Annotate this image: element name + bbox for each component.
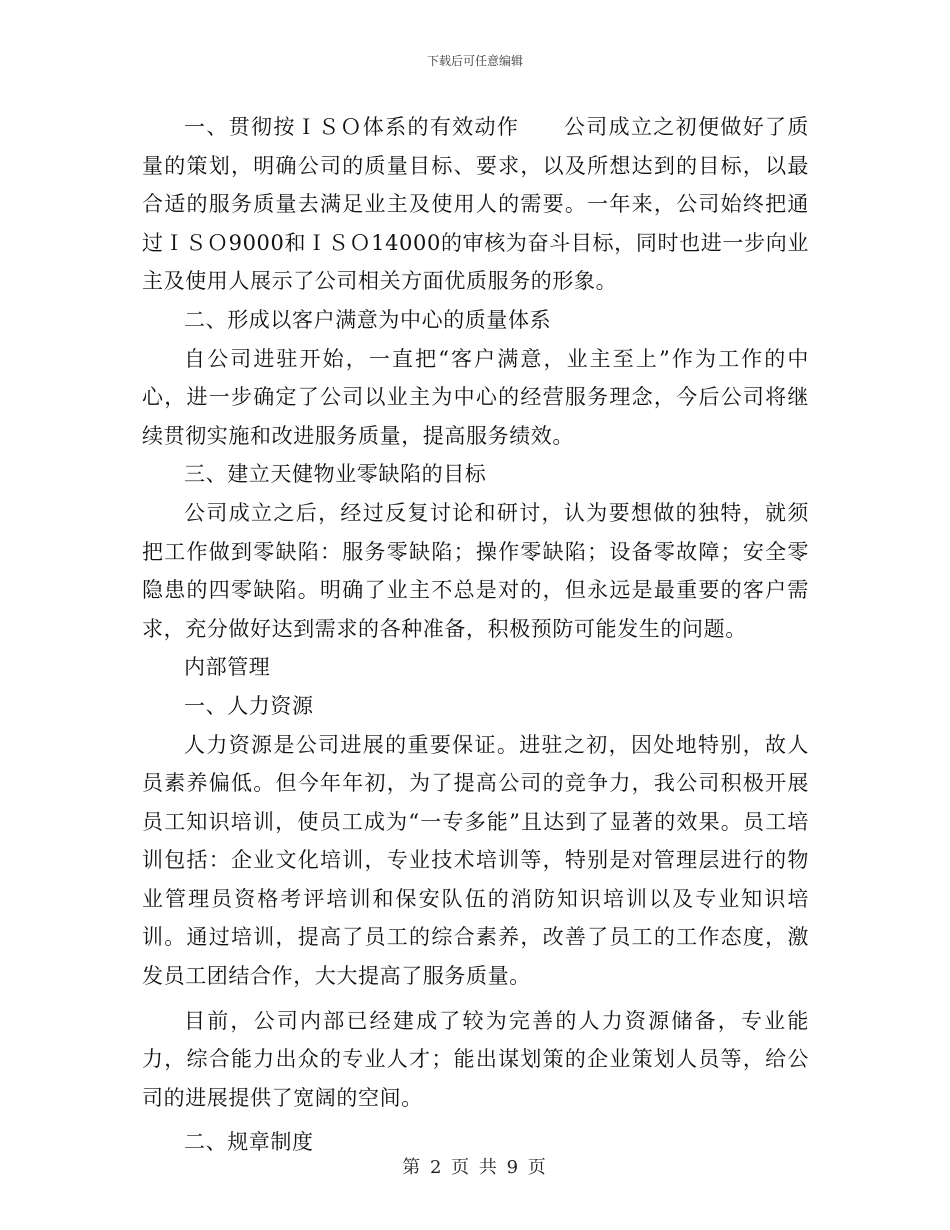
page-number: 第 2 页 共 9 页 (402, 1157, 548, 1178)
paragraph-zero-defect: 公司成立之后，经过反复讨论和研讨，认为要想做的独特，就须把工作做到零缺陷：服务零缺陷；操作零缺陷；设备零故障；安全零隐患的四零缺陷。明确了业主不总是对的，但永远是最重要的客户需求，充分做好达到需求的各种准备，积极预防可能发生的问题。 (142, 500, 809, 641)
paragraph-human-resources: 人力资源是公司进展的重要保证。进驻之初，因处地特别，故人员素养偏低。但今年年初，为了提高公司的竞争力，我公司积极开展员工知识培训，使员工成为“一专多能”且达到了显著的效果。员工培训包括：企业文化培训，专业技术培训等，特别是对管理层进行的物业管理员资格考评培训和保安队伍的消防知识培训以及专业知识培训。通过培训，提高了员工的综合素养，改善了员工的工作态度，激发员工团结合作，大大提高了服务质量。 (142, 732, 809, 989)
paragraph-current-status: 目前，公司内部已经建成了较为完善的人力资源储备，专业能力，综合能力出众的专业人才；能出谋划策的企业策划人员等，给公司的进展提供了宽阔的空间。 (142, 1008, 809, 1110)
heading-human-resources: 一、人力资源 (184, 693, 314, 718)
document-body (142, 108, 809, 1162)
heading-zero-defect: 三、建立天健物业零缺陷的目标 (184, 462, 487, 487)
heading-rules-regulations: 二、规章制度 (184, 1130, 314, 1155)
heading-internal-management: 内部管理 (184, 655, 271, 680)
paragraph-customer-satisfaction: 自公司进驻开始，一直把“客户满意，业主至上”作为工作的中心，进一步确定了公司以业主为中心的经营服务理念，今后公司将继续贯彻实施和改进服务质量，提高服务绩效。 (142, 346, 809, 448)
paragraph-iso-system: 一、贯彻按ＩＳＯ体系的有效动作 公司成立之初便做好了质量的策划，明确公司的质量目标、要求，以及所想达到的目标，以最合适的服务质量去满足业主及使用人的需要。一年来，公司始终把通过ＩＳＯ9000和ＩＳＯ14000的审核为奋斗目标，同时也进一步向业主及使用人展示了公司相关方面优质服务的形象。 (142, 115, 809, 294)
heading-quality-system: 二、形成以客户满意为中心的质量体系 (184, 307, 552, 332)
page-header: 下载后可任意编辑 (426, 54, 523, 68)
